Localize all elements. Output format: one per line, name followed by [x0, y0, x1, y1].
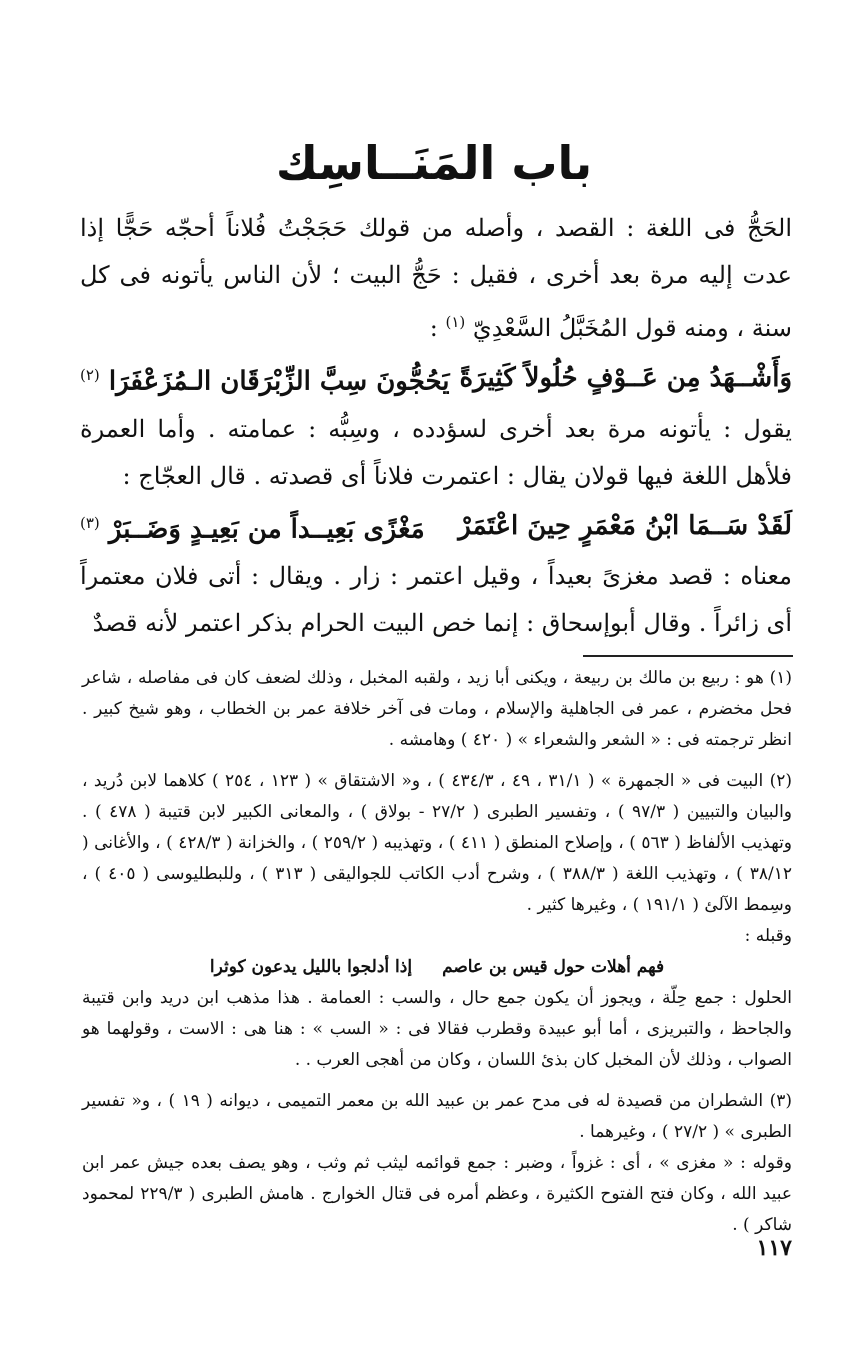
footnote-2-gloss: الحلول : جمع حِلّة ، ويجوز أن يكون جمع حال ، والسب : العمامة . هذا مذهب ابن دريد وابن قتيبة والجاحظ ، والتبريزى ، أما أبو عبيدة وقطرب فقالا فى : « السب » : هنا هى : الاست ، وقولهما هو الصواب ، وذلك لأن المخبل كان بذئ اللسان ، وكان من أهجى العرب . . — [82, 988, 792, 1070]
paragraph-1-end: : — [429, 314, 446, 342]
chapter-title: باب المَنَــاسِك — [275, 136, 593, 190]
verse-1 — [80, 352, 792, 406]
footnote-ref-2: (٢) — [80, 366, 100, 384]
footnote-2-poem-hemistich-1: فهم أهلات حول قيس بن عاصم — [442, 957, 665, 977]
verse-2-hemistich-1: لَقَدْ سَــمَا ابْنُ مَعْمَرٍ حِينَ اعْتَمَرْ — [458, 510, 792, 541]
footnote-1 — [82, 663, 792, 756]
footnote-2-poem — [82, 952, 792, 983]
footnote-ref-3: (٣) — [80, 513, 100, 532]
paragraph-1-text: الحَجُّ فى اللغة : القصد ، وأصله من قولك حَجَجْتُ فُلاناً أحجّه حَجًّا إذا عدت إليه مرة بعد أخرى ، فقيل : حَجُّ البيت ؛ لأن الناس يأتونه فى كل سنة ، ومنه قول المُخَبَّلُ السَّعْدِيّ — [80, 214, 792, 342]
verse-1-hemistich-2-wrap — [80, 352, 450, 406]
paragraph-3: معناه : قصد مغزىً بعيداً ، وقيل اعتمر : زار . ويقال : أتى فلان معتمراً أى زائراً . وقال أبوإسحاق : إنما خص البيت الحرام بذكر اعتمر لأنه قصدٌ — [80, 562, 792, 638]
footnote-3-gloss: وقوله : « مغزى » ، أى : غزواً ، وضبر : جمع قوائمه ليثب ثم وثب ، وهو يصف بعده جيش عمر ابن عبيد الله ، وكان فتح الفتوح الكثيرة ، وعظم أمره فى قتال الخوارج . هامش الطبرى ( ٢٢٩/٣ لمحمود شاكر ) . — [82, 1153, 792, 1235]
verse-1-hemistich-1: وَأَشْــهَدُ مِن عَــوْفٍ حُلُولاً كَثِيرَةً — [459, 363, 792, 394]
footnote-2-poem-hemistich-2: إذا أدلجوا بالليل يدعون كوثرا — [209, 957, 413, 977]
verse-2-hemistich-2: مَغْزًى بَعِيــداً من بَعِيـدٍ وَضَــبَرْ — [108, 514, 425, 545]
footnote-3-text: (٣) الشطران من قصيدة له فى مدح عمر بن عبيد الله بن معمر التميمى ، ديوانه ( ١٩ ) ، و« تفسير الطبرى » ( ٢٧/٢ ) ، وغيرهما . — [82, 1091, 792, 1142]
paragraph-1 — [80, 205, 792, 352]
footnote-1-text: (١) هو : ربيع بن مالك بن ربيعة ، ويكنى أبا زيد ، ولقبه المخبل ، وذلك لضعف كان فى مفاصله ، شاعر فحل مخضرم ، عمر فى الجاهلية والإسلام ، ومات فى آخر خلافة عمر بن الخطاب ، وهو شيخ كبير . انظر ترجمته فى : « الشعر والشعراء » ( ٤٢٠ ) وهامشه . — [82, 668, 792, 750]
main-text — [80, 205, 792, 647]
verse-2 — [80, 500, 792, 554]
footnote-2-before: وقبله : — [744, 926, 792, 946]
footnote-2 — [82, 766, 792, 1076]
paragraph-2: يقول : يأتونه مرة بعد أخرى لسؤدده ، وسِبُّه : عمامته . وأما العمرة فلأهل اللغة فيها قولان يقال : اعتمرت فلاناً أى قصدته . قال العجّاج : — [80, 414, 792, 490]
verse-2-hemistich-2-wrap — [80, 500, 425, 554]
verse-1-hemistich-2: يَحُجُّونَ سِبَّ الزِّبْرَقَان الـمُزَعْفَرَا — [108, 366, 450, 397]
footnote-3 — [82, 1086, 792, 1241]
footnotes — [82, 663, 792, 1251]
page-number: ١١٧ — [756, 1235, 792, 1261]
footnote-2-text: (٢) البيت فى « الجمهرة » ( ٣١/١ ، ٤٩ ، ٤٣٤/٣ ) ، و« الاشتقاق » ( ١٢٣ ، ٢٥٤ ) كلاهما لابن دُريد ، والبيان والتبيين ( ٩٧/٣ ) ، وتفسير الطبرى ( ٢٧/٢ - بولاق ) ، والمعانى الكبير لابن قتيبة ( ٤٧٨ ) . وتهذيب الألفاظ ( ٥٦٣ ) ، وإصلاح المنطق ( ٤١١ ) ، وتهذيبه ( ٢٥٩/٢ ) ، والخزانة ( ٤٢٨/٣ ) ، والأغانى ( ٣٨/١٢ ) ، وتهذيب اللغة ( ٣٨٨/٣ ) ، وشرح أدب الكاتب للجواليقى ( ٣١٣ ) ، وللبطليوسى ( ٤٠٥ ) ، وسِمط الآلئ ( ١٩١/١ ) ، وغيرها كثير . — [82, 771, 793, 915]
footnote-ref-1: (١) — [445, 313, 466, 331]
footnote-separator — [583, 655, 793, 657]
